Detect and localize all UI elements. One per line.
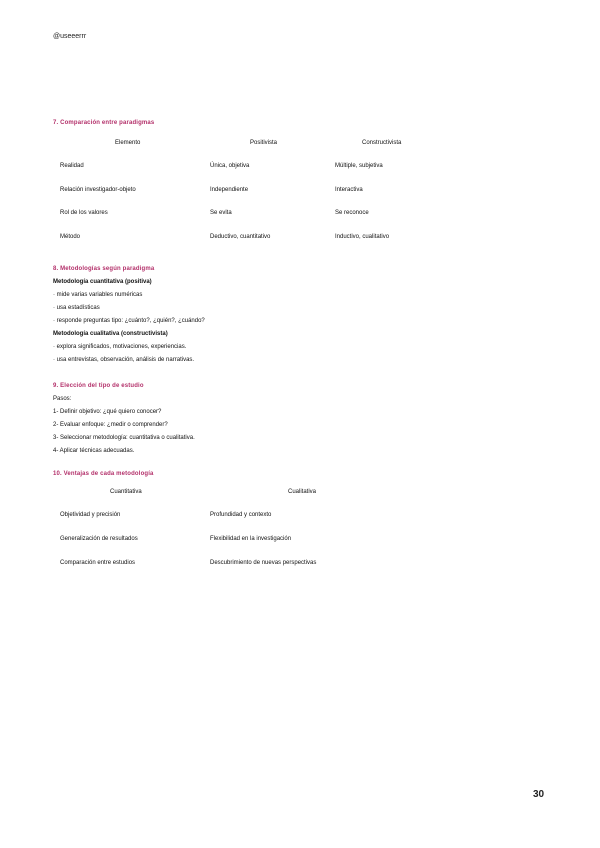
table-10-cell: Flexibilidad en la investigación xyxy=(210,536,292,542)
table-7-cell: Relación investigador-objeto xyxy=(60,187,136,193)
table-7-header-elemento: Elemento xyxy=(115,140,141,146)
table-10-cell: Comparación entre estudios xyxy=(60,560,136,566)
section-8-line: · usa estadísticas xyxy=(53,305,100,311)
section-8-line: · explora significados, motivaciones, experiencias. xyxy=(53,344,187,350)
table-7-cell: Deductivo, cuantitativo xyxy=(210,234,271,240)
author-handle: @useeerrr xyxy=(53,33,87,40)
section-9-line: 3- Seleccionar metodología: cuantitativa o cualitativa. xyxy=(53,435,195,441)
section-9-line: Pasos: xyxy=(53,396,72,402)
table-10-header-cualitativa: Cualitativa xyxy=(288,489,317,495)
table-7-cell: Múltiple, subjetiva xyxy=(335,163,383,169)
table-7-header-positivista: Positivista xyxy=(250,140,278,146)
section-8-line: Metodología cualitativa (constructivista) xyxy=(53,331,168,337)
table-7-cell: Se reconoce xyxy=(335,210,369,216)
section-8-line: · mide varias variables numéricas xyxy=(53,292,143,298)
section-9-title: 9. Elección del tipo de estudio xyxy=(53,383,144,389)
section-8-line: Metodología cuantitativa (positiva) xyxy=(53,279,152,285)
section-9-line: 1- Definir objetivo: ¿qué quiero conocer? xyxy=(53,409,162,415)
section-9-line: 4- Aplicar técnicas adecuadas. xyxy=(53,448,135,454)
table-7-cell: Inductivo, cualitativo xyxy=(335,234,390,240)
section-8-line: · usa entrevistas, observación, análisis de narrativas. xyxy=(53,357,195,363)
section-8-title: 8. Metodologías según paradigma xyxy=(53,266,155,272)
page-number: 30 xyxy=(533,789,545,800)
table-7-cell: Interactiva xyxy=(335,187,363,193)
table-7-header-constructivista: Constructivista xyxy=(362,140,402,146)
table-10-header-cuantitativa: Cuantitativa xyxy=(110,489,142,495)
section-10-title: 10. Ventajas de cada metodología xyxy=(53,471,154,477)
section-9-line: 2- Evaluar enfoque: ¿medir o comprender? xyxy=(53,422,168,428)
section-8-line: · responde preguntas tipo: ¿cuánto?, ¿quién?, ¿cuándo? xyxy=(53,318,205,324)
table-10-cell: Descubrimiento de nuevas perspectivas xyxy=(210,560,317,566)
table-10-cell: Objetividad y precisión xyxy=(60,512,121,518)
table-10-cell: Profundidad y contexto xyxy=(210,512,272,518)
table-7-cell: Independiente xyxy=(210,187,249,193)
section-7-title: 7. Comparación entre paradigmas xyxy=(53,120,155,126)
table-7-cell: Método xyxy=(60,234,81,240)
table-7-cell: Se evita xyxy=(210,210,232,216)
table-7-cell: Rol de los valores xyxy=(60,210,108,216)
table-7-cell: Realidad xyxy=(60,163,84,169)
table-7-cell: Única, objetiva xyxy=(210,163,250,169)
table-10-cell: Generalización de resultados xyxy=(60,536,138,542)
